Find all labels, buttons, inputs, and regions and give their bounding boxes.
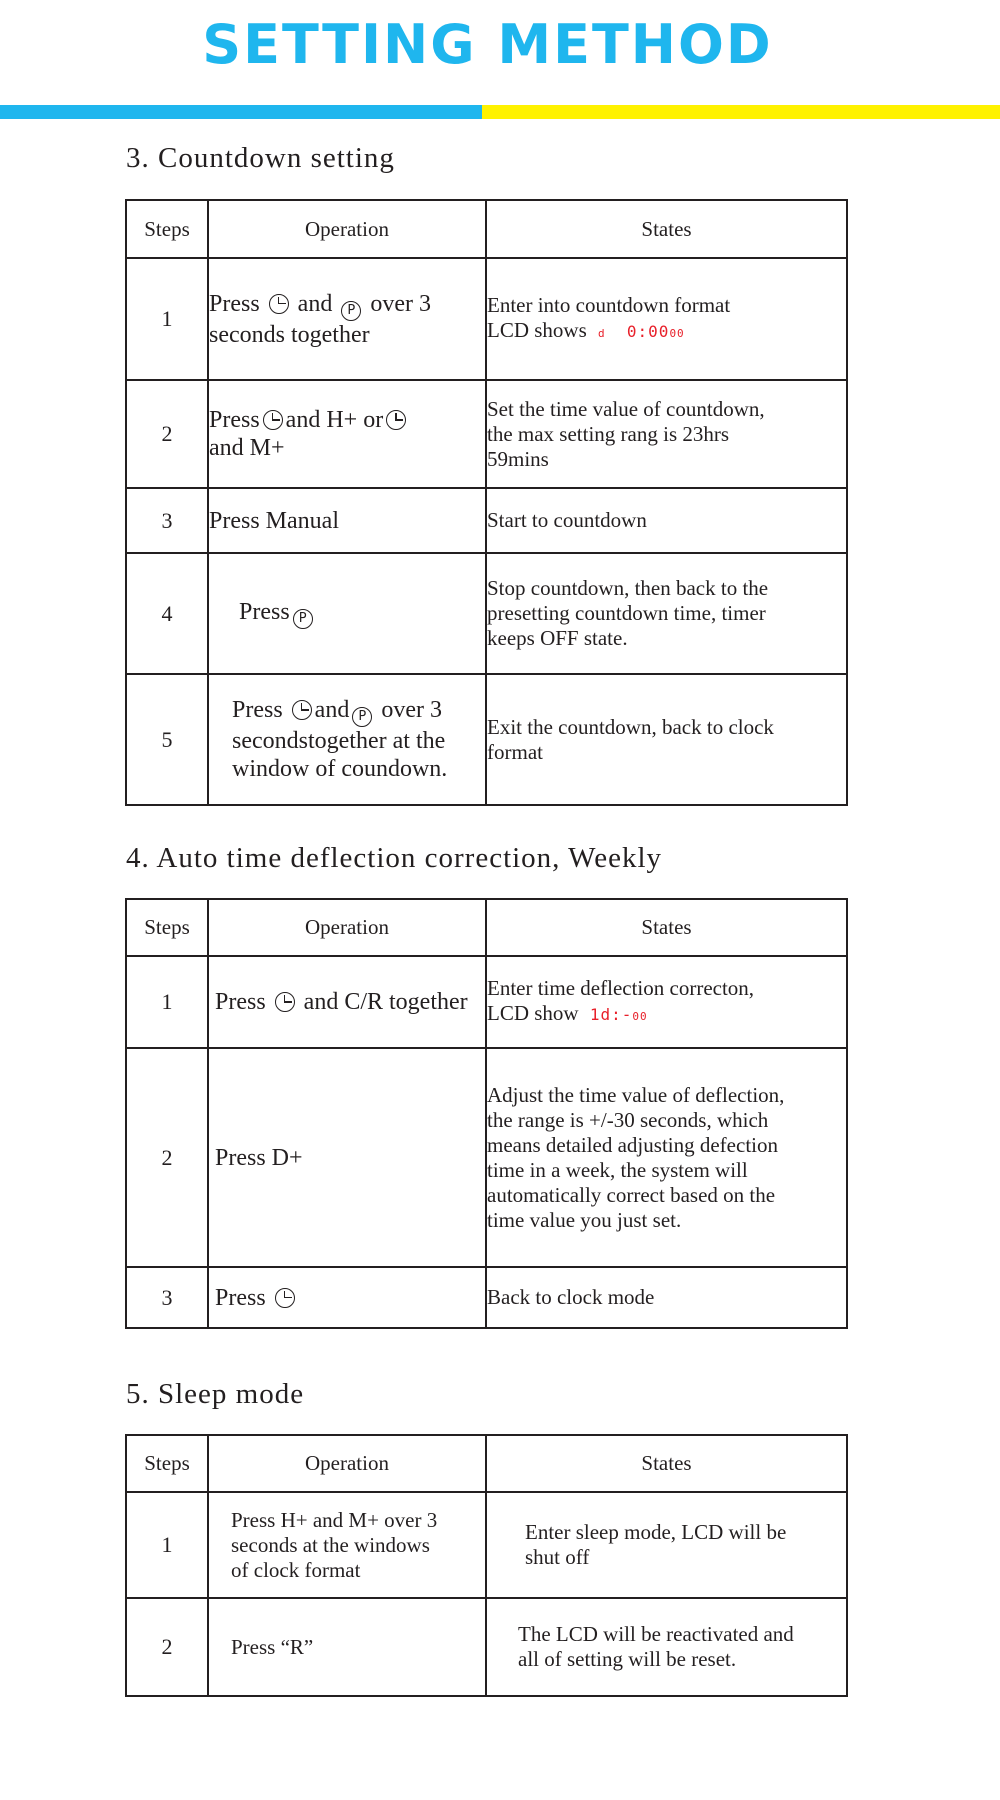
lcd-time: 0:00 — [626, 321, 670, 341]
lcd-readout — [590, 1005, 648, 1024]
op-text: over 3 — [381, 697, 442, 723]
p-circle-icon: P — [352, 707, 372, 727]
state-text: Exit the countdown, back to clock — [487, 714, 774, 739]
op-text: over 3 — [370, 290, 431, 317]
steps-header: Steps — [126, 1435, 208, 1492]
op-text: Press — [232, 697, 283, 723]
state-cell — [486, 956, 847, 1048]
op-text: seconds at the windows — [231, 1532, 430, 1557]
state-cell — [486, 1048, 847, 1267]
blue-stripe — [0, 105, 482, 119]
operation-cell — [208, 1267, 486, 1328]
state-text: 59mins — [487, 446, 549, 471]
state-text: Back to clock mode — [487, 1285, 655, 1309]
lcd-day: d — [598, 326, 606, 340]
state-text: LCD shows — [487, 317, 587, 342]
yellow-stripe — [482, 105, 1000, 119]
op-text: and C/R together — [303, 989, 468, 1015]
table-header-row — [126, 899, 847, 956]
clock-icon — [275, 992, 295, 1012]
operation-cell — [208, 1492, 486, 1598]
op-text: and — [297, 290, 333, 317]
state-text: the max setting rang is 23hrs — [487, 421, 730, 446]
op-text: secondstogether at the — [232, 728, 446, 754]
sleep-heading: 5. Sleep mode — [126, 1378, 305, 1410]
state-text: time value you just set. — [487, 1207, 682, 1232]
state-text: Start to countdown — [487, 508, 647, 532]
table-row — [126, 1598, 847, 1696]
state-text: LCD show — [487, 1000, 579, 1025]
operation-cell — [208, 488, 486, 553]
op-text: Press — [215, 1284, 266, 1311]
clock-icon — [275, 1288, 295, 1308]
operation-header: Operation — [208, 1435, 486, 1492]
op-text: and H+ or — [285, 407, 384, 433]
operation-cell — [208, 380, 486, 488]
operation-cell — [208, 553, 486, 674]
operation-header: Operation — [208, 200, 486, 258]
op-text: Press “R” — [231, 1634, 314, 1659]
op-text: Press — [239, 599, 290, 625]
sleep-table — [125, 1434, 848, 1697]
op-text: and — [314, 697, 350, 723]
table-header-row — [126, 200, 847, 258]
operation-cell — [208, 674, 486, 805]
state-cell — [486, 258, 847, 380]
state-text: Enter sleep mode, LCD will be — [525, 1520, 787, 1544]
steps-header: Steps — [126, 899, 208, 956]
p-circle-icon: P — [293, 609, 313, 629]
step-number: 1 — [126, 1492, 208, 1598]
step-number: 2 — [126, 380, 208, 488]
states-header: States — [486, 200, 847, 258]
state-cell — [486, 553, 847, 674]
state-cell — [486, 1492, 847, 1598]
table-header-row — [126, 1435, 847, 1492]
table-row — [126, 1492, 847, 1598]
clock-icon — [269, 294, 289, 314]
step-number: 2 — [126, 1048, 208, 1267]
operation-cell — [208, 1048, 486, 1267]
clock-icon — [263, 410, 283, 430]
page-title: SETTING METHOD — [202, 13, 773, 76]
step-number: 2 — [126, 1598, 208, 1696]
state-cell — [486, 1598, 847, 1696]
state-cell — [486, 380, 847, 488]
p-circle-icon: P — [341, 301, 361, 321]
operation-cell — [208, 1598, 486, 1696]
state-text: automatically correct based on the — [487, 1182, 776, 1207]
countdown-table — [125, 199, 848, 806]
countdown-heading: 3. Countdown setting — [126, 142, 395, 174]
state-text: the range is +/-30 seconds, which — [487, 1107, 769, 1132]
op-text: window of coundown. — [232, 756, 448, 782]
op-text: Press D+ — [215, 1144, 303, 1171]
deflection-heading: 4. Auto time deflection correction, Weekly — [126, 842, 663, 874]
state-cell — [486, 1267, 847, 1328]
operation-header: Operation — [208, 899, 486, 956]
states-header: States — [486, 1435, 847, 1492]
op-text: Press — [209, 407, 260, 433]
state-text: shut off — [525, 1545, 590, 1569]
lcd-seconds: 00 — [669, 326, 685, 340]
table-row — [126, 380, 847, 488]
state-text: The LCD will be reactivated and — [518, 1622, 794, 1646]
step-number: 3 — [126, 488, 208, 553]
state-text: Enter into countdown format — [487, 292, 731, 317]
step-number: 4 — [126, 553, 208, 674]
table-row — [126, 1048, 847, 1267]
table-row — [126, 258, 847, 380]
steps-header: Steps — [126, 200, 208, 258]
op-text: and M+ — [209, 435, 285, 461]
clock-icon — [386, 410, 406, 430]
operation-cell — [208, 956, 486, 1048]
table-row — [126, 674, 847, 805]
state-text: time in a week, the system will — [487, 1157, 748, 1182]
table-row — [126, 956, 847, 1048]
table-row — [126, 488, 847, 553]
table-row — [126, 1267, 847, 1328]
op-text: Press H+ and M+ over 3 — [231, 1507, 438, 1532]
table-row — [126, 553, 847, 674]
states-header: States — [486, 899, 847, 956]
operation-cell — [208, 258, 486, 380]
op-text: Press — [209, 290, 260, 317]
deflection-table — [125, 898, 848, 1329]
state-text: means detailed adjusting defection — [487, 1132, 778, 1157]
step-number: 5 — [126, 674, 208, 805]
step-number: 3 — [126, 1267, 208, 1328]
state-text: all of setting will be reset. — [518, 1647, 737, 1671]
lcd-readout — [598, 322, 685, 341]
step-number: 1 — [126, 956, 208, 1048]
state-text: format — [487, 739, 543, 764]
op-text: Press Manual — [209, 507, 339, 534]
state-text: Adjust the time value of deflection, — [487, 1082, 785, 1107]
state-text: Enter time deflection correcton, — [487, 975, 755, 1000]
op-text: of clock format — [231, 1557, 361, 1582]
state-text: keeps OFF state. — [487, 626, 628, 650]
state-text: Stop countdown, then back to the — [487, 576, 769, 600]
op-text: seconds together — [209, 321, 370, 348]
state-cell — [486, 674, 847, 805]
clock-icon — [292, 700, 312, 720]
state-cell — [486, 488, 847, 553]
lcd-seconds: 00 — [632, 1009, 648, 1023]
op-text: Press — [215, 989, 266, 1015]
step-number: 1 — [126, 258, 208, 380]
lcd-time: 1d:- — [589, 1004, 633, 1024]
state-text: presetting countdown time, timer — [487, 601, 766, 625]
state-text: Set the time value of countdown, — [487, 396, 765, 421]
